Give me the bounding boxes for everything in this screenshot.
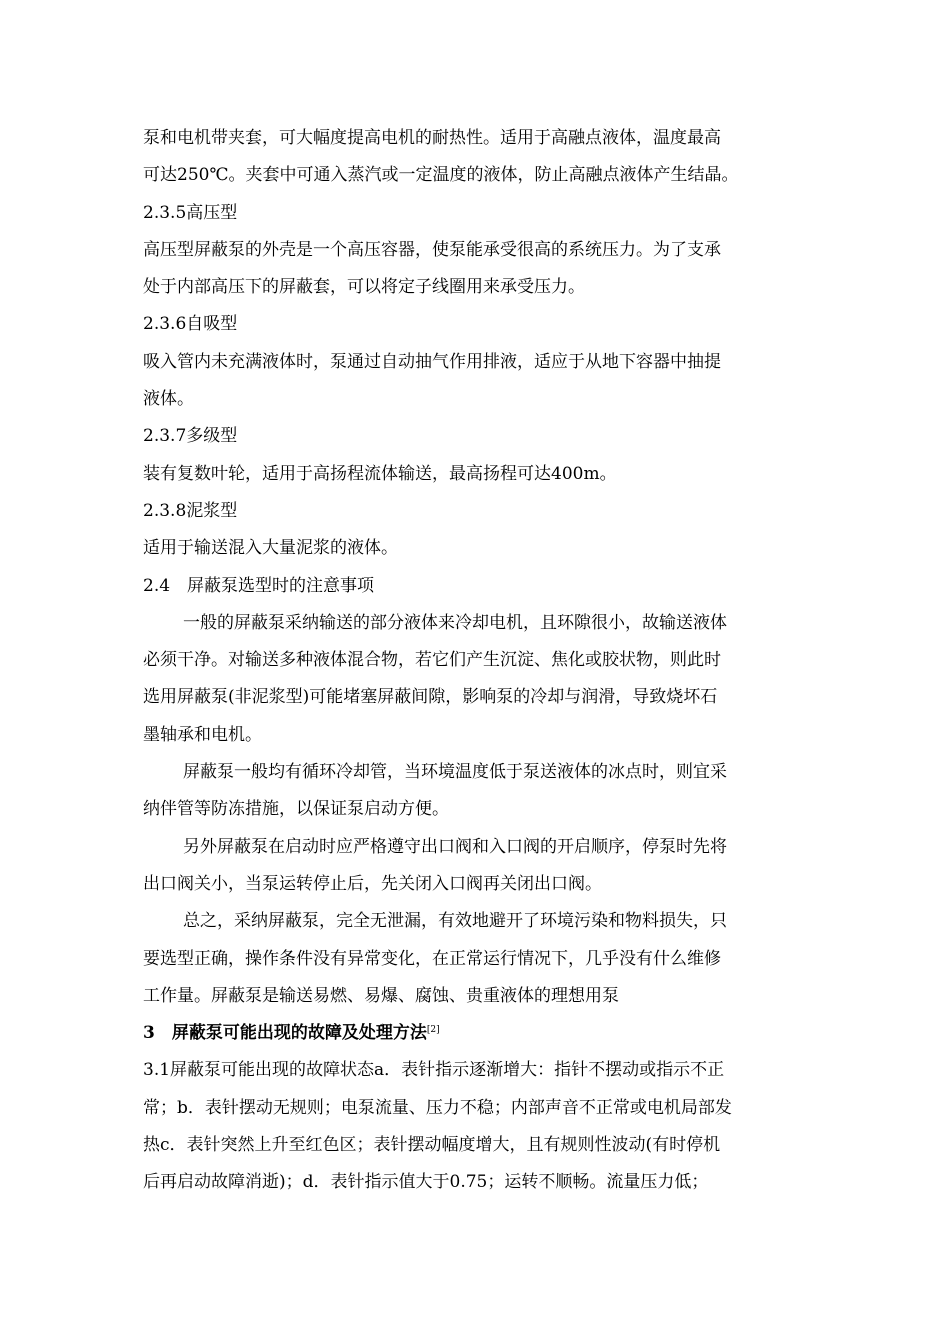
section-heading: 2.3.8泥浆型 [143, 500, 238, 521]
text-line: 装有复数叶轮，适用于高扬程流体输送，最高扬程可达400m。 [143, 463, 617, 484]
text-line: 泵和电机带夹套，可大幅度提高电机的耐热性。适用于高融点液体，温度最高 [143, 128, 721, 148]
text-line: 选用屏蔽泵(非泥浆型)可能堵塞屏蔽间隙，影响泵的冷却与润滑，导致烧坏石 [143, 687, 718, 708]
chapter-heading [143, 1015, 813, 1052]
document-page [143, 120, 813, 1202]
text-line: 吸入管内未充满液体时，泵通过自动抽气作用排液，适应于从地下容器中抽提 [143, 351, 721, 372]
text-line: 出口阀关小，当泵运转停止后，先关闭入口阀再关闭出口阀。 [143, 873, 602, 894]
section-heading: 2.3.5高压型 [143, 202, 238, 223]
text-line: 屏蔽泵一般均有循环冷却管，当环境温度低于泵送液体的冰点时，则宜采 [183, 762, 727, 783]
text-line: 工作量。屏蔽泵是输送易燃、易爆、腐蚀、贵重液体的理想用泵 [143, 985, 619, 1006]
text-line: 纳伴管等防冻措施，以保证泵启动方便。 [143, 799, 449, 820]
text-line: 后再启动故障消逝)；d．表针指示值大于0.75；运转不顺畅。流量压力低； [143, 1172, 709, 1193]
section-heading: 2.3.7多级型 [143, 426, 238, 447]
text-line: 可达250℃。夹套中可通入蒸汽或一定温度的液体，防止高融点液体产生结晶。 [143, 165, 739, 186]
text-line: 总之，采纳屏蔽泵，完全无泄漏，有效地避开了环境污染和物料损失，只 [183, 911, 727, 932]
section-heading: 2.4 屏蔽泵选型时的注意事项 [143, 575, 375, 596]
text-line: 常；b．表针摆动无规则；电泵流量、压力不稳；内部声音不正常或电机局部发 [143, 1097, 732, 1118]
text-line: 处于内部高压下的屏蔽套，可以将定子线圈用来承受压力。 [143, 277, 585, 298]
text-line: 墨轴承和电机。 [143, 724, 262, 745]
text-line: 高压型屏蔽泵的外壳是一个高压容器，使泵能承受很高的系统压力。为了支承 [143, 239, 721, 260]
text-line: 必须干净。对输送多种液体混合物，若它们产生沉淀、焦化或胶状物，则此时 [143, 650, 721, 671]
chapter-heading-text: 3 屏蔽泵可能出现的故障及处理方法 [143, 1023, 427, 1044]
citation-marker: [2] [426, 1025, 440, 1036]
text-line: 要选型正确，操作条件没有异常变化，在正常运行情况下，几乎没有什么维修 [143, 948, 721, 969]
text-line: 3.1屏蔽泵可能出现的故障状态a．表针指示逐渐增大：指针不摆动或指示不正 [143, 1060, 725, 1081]
section-heading: 2.3.6自吸型 [143, 314, 238, 335]
text-line: 液体。 [143, 389, 194, 410]
text-line: 另外屏蔽泵在启动时应严格遵守出口阀和入口阀的开启顺序，停泵时先将 [183, 836, 727, 857]
text-line: 适用于输送混入大量泥浆的液体。 [143, 538, 398, 559]
text-line: 一般的屏蔽泵采纳输送的部分液体来冷却电机，且环隙很小，故输送液体 [183, 612, 727, 633]
text-line: 热c．表针突然上升至红色区；表针摆动幅度增大，且有规则性波动(有时停机 [143, 1135, 721, 1156]
